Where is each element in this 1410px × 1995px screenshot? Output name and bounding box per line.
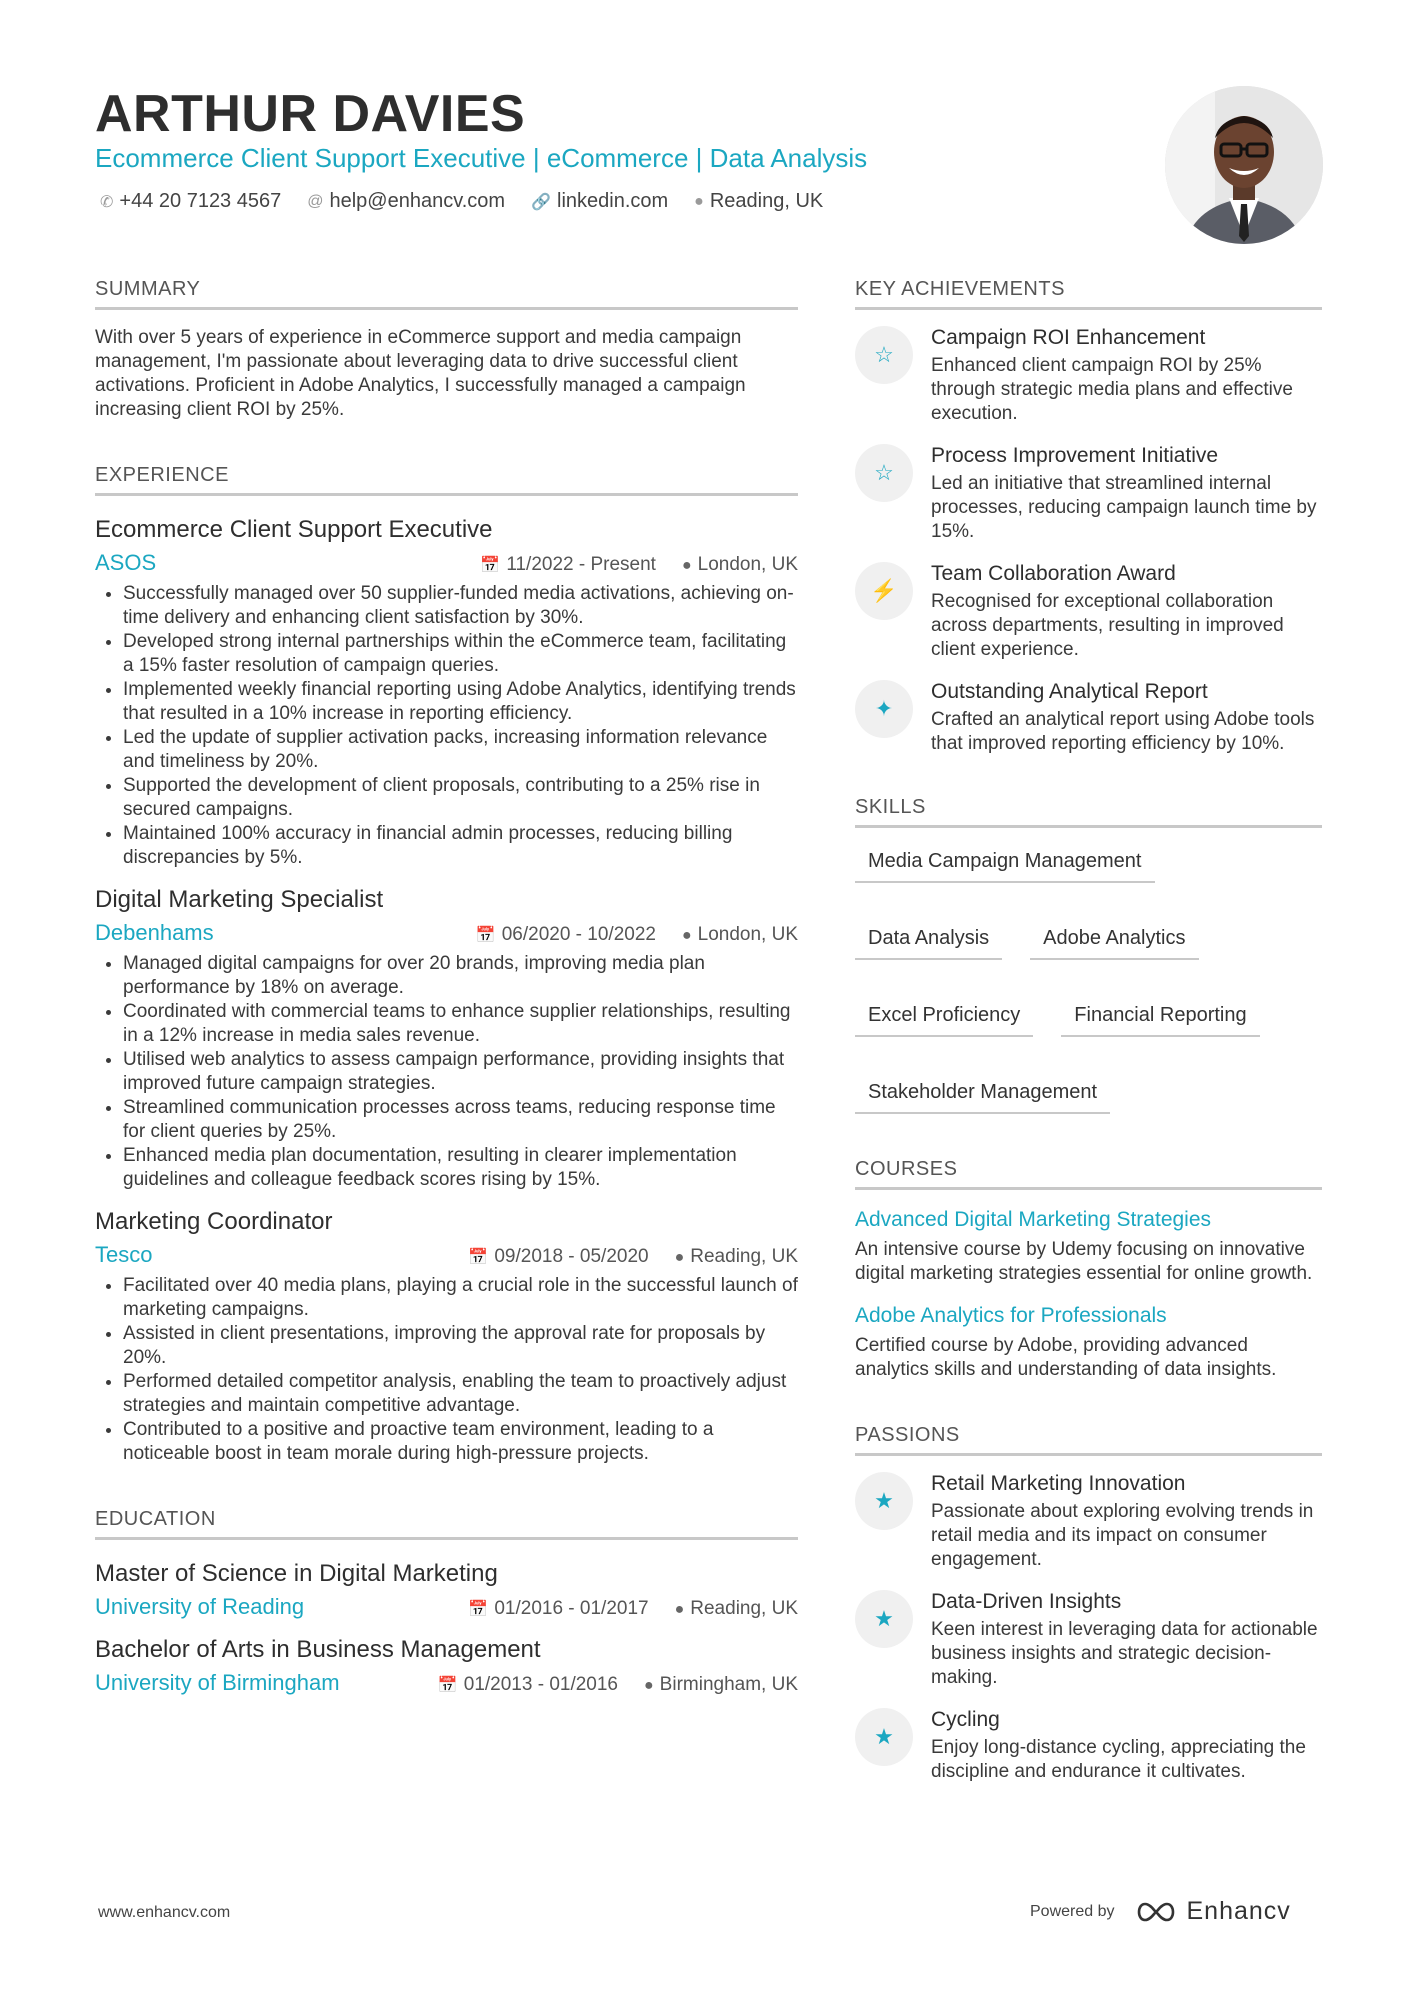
section-title: PASSIONS bbox=[855, 1424, 1322, 1456]
achievement-item bbox=[855, 444, 1322, 544]
skill-tag: Adobe Analytics bbox=[1030, 927, 1198, 960]
footer-website[interactable]: www.enhancv.com bbox=[98, 1904, 231, 1921]
section-title: EDUCATION bbox=[95, 1508, 798, 1540]
course-item bbox=[855, 1208, 1322, 1286]
job-location: London, UK bbox=[697, 554, 798, 575]
course-desc: An intensive course by Udemy focusing on innovative digital marketing strategies essential for online growth. bbox=[855, 1239, 1313, 1284]
passion-title: Retail Marketing Innovation bbox=[931, 1472, 1186, 1495]
star-outline-icon: ☆ bbox=[855, 326, 913, 384]
school-name: University of Reading bbox=[95, 1594, 305, 1619]
achievement-item bbox=[855, 680, 1322, 756]
achievement-title: Process Improvement Initiative bbox=[931, 444, 1219, 467]
achievement-desc: Recognised for exceptional collaboration across departments, resulting in improved client experience. bbox=[931, 591, 1284, 660]
list-item: • Maintained 100% accuracy in financial admin processes, reducing billing discrepancies by 5%. bbox=[123, 822, 798, 870]
list-item: • Contributed to a positive and proactive team environment, leading to a noticeable boost in team morale during high-pressure projects. bbox=[123, 1418, 798, 1466]
education-dates: 01/2013 - 01/2016 bbox=[463, 1674, 618, 1695]
job-title: Marketing Coordinator bbox=[95, 1208, 333, 1235]
link-icon: 🔗 bbox=[531, 193, 551, 211]
contact-location: ● Reading, UK bbox=[694, 190, 824, 212]
location-pin-icon: ● bbox=[644, 1677, 654, 1694]
achievement-desc: Led an initiative that streamlined internal processes, reducing campaign launch time by 15%. bbox=[931, 473, 1317, 542]
achievement-title: Campaign ROI Enhancement bbox=[931, 326, 1206, 349]
job-bullets bbox=[95, 1274, 798, 1466]
section-title: COURSES bbox=[855, 1158, 1322, 1190]
experience-entry bbox=[95, 1208, 798, 1466]
job-dates: 11/2022 - Present bbox=[506, 554, 656, 575]
list-item: • Successfully managed over 50 supplier-funded media activations, achieving on-time delivery and enhancing client satisfaction by 30%. bbox=[123, 582, 798, 630]
powered-by-label: Powered by bbox=[1030, 1902, 1115, 1920]
experience-entry bbox=[95, 516, 798, 870]
calendar-icon: 📅 bbox=[437, 1677, 458, 1694]
skill-tag: Data Analysis bbox=[855, 927, 1002, 960]
job-bullets bbox=[95, 952, 798, 1192]
section-title: EXPERIENCE bbox=[95, 464, 798, 496]
infinity-logo-icon bbox=[1133, 1900, 1179, 1924]
contact-phone: ✆ +44 20 7123 4567 bbox=[100, 190, 282, 212]
candidate-name: ARTHUR DAVIES bbox=[95, 85, 526, 143]
achievement-item bbox=[855, 562, 1322, 662]
achievement-title: Team Collaboration Award bbox=[931, 562, 1176, 585]
degree-title: Master of Science in Digital Marketing bbox=[95, 1560, 498, 1587]
course-desc: Certified course by Adobe, providing advanced analytics skills and understanding of data insights. bbox=[855, 1335, 1277, 1380]
section-title: SKILLS bbox=[855, 796, 1322, 828]
calendar-icon: 📅 bbox=[480, 557, 501, 574]
passion-item bbox=[855, 1472, 1322, 1572]
passion-desc: Enjoy long-distance cycling, appreciating the discipline and endurance it cultivates. bbox=[931, 1737, 1306, 1782]
avatar-illustration bbox=[1165, 86, 1323, 244]
passion-item bbox=[855, 1590, 1322, 1690]
skill-tag: Excel Proficiency bbox=[855, 1004, 1033, 1037]
company-name: Debenhams bbox=[95, 920, 214, 945]
education-location: Birmingham, UK bbox=[659, 1674, 798, 1695]
job-dates: 09/2018 - 05/2020 bbox=[494, 1246, 649, 1267]
skills-list bbox=[855, 850, 1322, 1114]
calendar-icon: 📅 bbox=[468, 1249, 489, 1266]
course-title: Adobe Analytics for Professionals bbox=[855, 1304, 1167, 1327]
job-title: Digital Marketing Specialist bbox=[95, 886, 384, 913]
list-item: • Assisted in client presentations, improving the approval rate for proposals by 20%. bbox=[123, 1322, 798, 1370]
star-outline-icon: ☆ bbox=[855, 444, 913, 502]
list-item: • Supported the development of client proposals, contributing to a 25% rise in secured campaigns. bbox=[123, 774, 798, 822]
achievement-desc: Enhanced client campaign ROI by 25% through strategic media plans and effective execution. bbox=[931, 355, 1293, 424]
passion-title: Data-Driven Insights bbox=[931, 1590, 1122, 1613]
job-title: Ecommerce Client Support Executive bbox=[95, 516, 493, 543]
location-pin-icon: ● bbox=[694, 192, 704, 210]
degree-title: Bachelor of Arts in Business Management bbox=[95, 1636, 541, 1663]
magic-wand-icon: ✦ bbox=[855, 680, 913, 738]
section-title: KEY ACHIEVEMENTS bbox=[855, 278, 1322, 310]
location-pin-icon: ● bbox=[681, 927, 692, 944]
job-dates: 06/2020 - 10/2022 bbox=[501, 924, 656, 945]
education-section bbox=[95, 1508, 798, 1696]
experience-section bbox=[95, 464, 798, 1466]
education-entry bbox=[95, 1560, 798, 1620]
list-item: • Facilitated over 40 media plans, playing a crucial role in the successful launch of marketing campaigns. bbox=[123, 1274, 798, 1322]
location-pin-icon: ● bbox=[674, 1601, 685, 1618]
list-item: • Coordinated with commercial teams to enhance supplier relationships, resulting in a 12% increase in media sales revenue. bbox=[123, 1000, 798, 1048]
passion-desc: Keen interest in leveraging data for actionable business insights and strategic decision-making. bbox=[931, 1619, 1318, 1688]
achievement-item bbox=[855, 326, 1322, 426]
brand-name: Enhancv bbox=[1186, 1897, 1291, 1925]
achievements-section bbox=[855, 278, 1322, 756]
phone-icon: ✆ bbox=[100, 193, 114, 211]
contact-email[interactable]: @ help@enhancv.com bbox=[307, 190, 506, 212]
brand-logo[interactable] bbox=[1133, 1897, 1291, 1926]
passions-section bbox=[855, 1424, 1322, 1784]
passion-item bbox=[855, 1708, 1322, 1784]
achievement-title: Outstanding Analytical Report bbox=[931, 680, 1208, 703]
candidate-headline: Ecommerce Client Support Executive | eCommerce | Data Analysis bbox=[95, 143, 868, 173]
skill-tag: Media Campaign Management bbox=[855, 850, 1155, 883]
passion-title: Cycling bbox=[931, 1708, 1000, 1731]
job-location: Reading, UK bbox=[690, 1246, 798, 1267]
summary-section bbox=[95, 278, 798, 422]
list-item: • Managed digital campaigns for over 20 brands, improving media plan performance by 18% on average. bbox=[123, 952, 798, 1000]
calendar-icon: 📅 bbox=[468, 1601, 489, 1618]
skill-tag: Financial Reporting bbox=[1061, 1004, 1259, 1037]
course-title: Advanced Digital Marketing Strategies bbox=[855, 1208, 1212, 1231]
star-icon: ★ bbox=[855, 1708, 913, 1766]
job-bullets bbox=[95, 582, 798, 870]
education-entry bbox=[95, 1636, 798, 1696]
right-column bbox=[855, 278, 1322, 1784]
contact-bar bbox=[100, 190, 823, 213]
school-name: University of Birmingham bbox=[95, 1670, 340, 1695]
list-item: • Performed detailed competitor analysis, enabling the team to proactively adjust strategies and maintain competitive advantage. bbox=[123, 1370, 798, 1418]
courses-section bbox=[855, 1158, 1322, 1382]
company-name: Tesco bbox=[95, 1242, 153, 1267]
list-item: • Streamlined communication processes across teams, reducing response time for client queries by 25%. bbox=[123, 1096, 798, 1144]
summary-text: With over 5 years of experience in eCommerce support and media campaign management, I'm passionate about leveraging data to drive successful client activations. Proficient in Adobe Analytics, I successfully managed a campaign increasing client ROI by 25%. bbox=[95, 327, 746, 420]
skill-tag: Stakeholder Management bbox=[855, 1081, 1110, 1114]
passion-desc: Passionate about exploring evolving trends in retail media and its impact on consumer engagement. bbox=[931, 1501, 1314, 1570]
list-item: • Led the update of supplier activation packs, increasing information relevance and timeliness by 20%. bbox=[123, 726, 798, 774]
education-dates: 01/2016 - 01/2017 bbox=[494, 1598, 649, 1619]
achievement-desc: Crafted an analytical report using Adobe tools that improved reporting efficiency by 10%. bbox=[931, 709, 1315, 754]
list-item: • Utilised web analytics to assess campaign performance, providing insights that improved future campaign strategies. bbox=[123, 1048, 798, 1096]
footer-branding bbox=[1030, 1897, 1291, 1926]
list-item: • Developed strong internal partnerships within the eCommerce team, facilitating a 15% faster resolution of campaign queries. bbox=[123, 630, 798, 678]
list-item: • Implemented weekly financial reporting using Adobe Analytics, identifying trends that resulted in a 10% increase in reporting efficiency. bbox=[123, 678, 798, 726]
star-icon: ★ bbox=[855, 1472, 913, 1530]
at-icon: @ bbox=[307, 192, 324, 210]
company-name: ASOS bbox=[95, 550, 157, 575]
lightning-icon: ⚡ bbox=[855, 562, 913, 620]
star-icon: ★ bbox=[855, 1590, 913, 1648]
education-location: Reading, UK bbox=[690, 1598, 798, 1619]
profile-photo bbox=[1165, 86, 1323, 244]
contact-linkedin[interactable]: 🔗 linkedin.com bbox=[531, 190, 669, 212]
course-item bbox=[855, 1304, 1322, 1382]
skills-section bbox=[855, 796, 1322, 1114]
calendar-icon: 📅 bbox=[475, 927, 496, 944]
experience-entry bbox=[95, 886, 798, 1192]
left-column bbox=[95, 278, 798, 1696]
location-pin-icon: ● bbox=[674, 1249, 685, 1266]
list-item: • Enhanced media plan documentation, resulting in clearer implementation guidelines and colleague feedback scores rising by 15%. bbox=[123, 1144, 798, 1192]
location-pin-icon: ● bbox=[681, 557, 692, 574]
job-location: London, UK bbox=[697, 924, 798, 945]
section-title: SUMMARY bbox=[95, 278, 798, 310]
